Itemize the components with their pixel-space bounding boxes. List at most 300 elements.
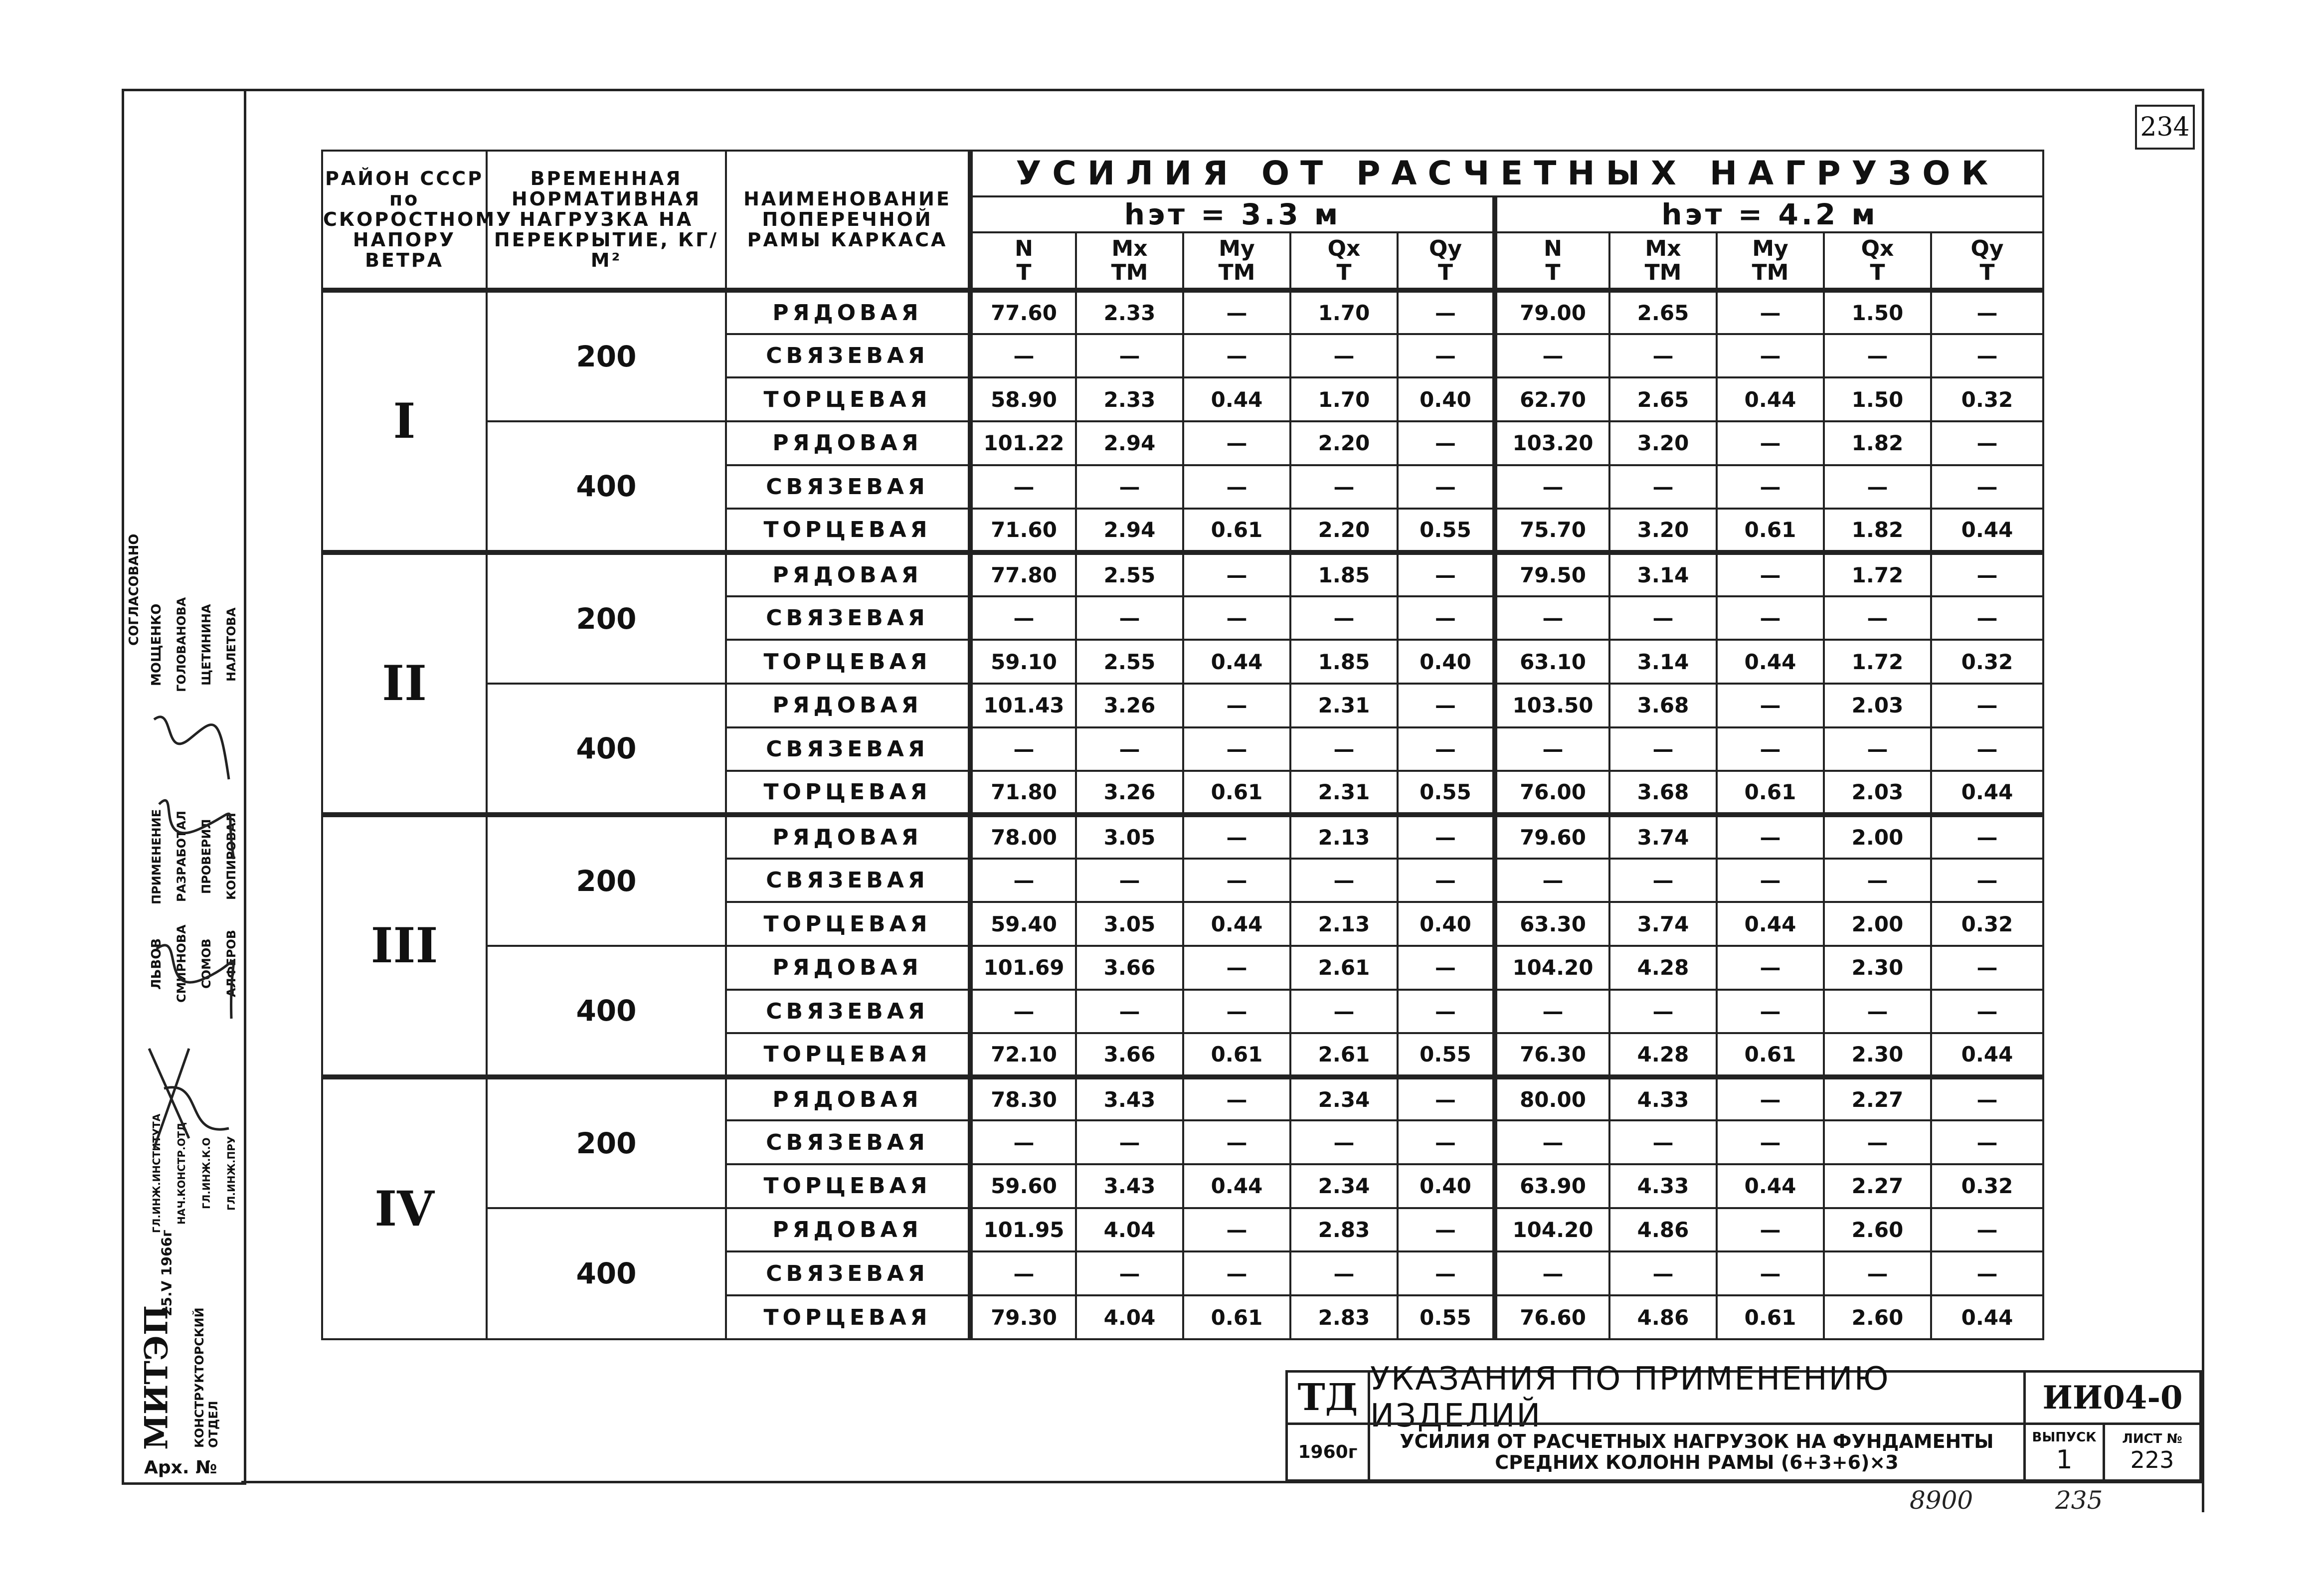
value-cell: — (1183, 815, 1290, 859)
value-cell: — (1609, 596, 1717, 640)
value-cell: — (1609, 990, 1717, 1034)
value-cell: 0.55 (1398, 1295, 1495, 1339)
header-col-unit: Т (1336, 259, 1352, 285)
value-cell: 3.20 (1609, 509, 1717, 552)
value-cell: 0.32 (1931, 902, 2043, 946)
value-cell: 2.31 (1290, 771, 1398, 815)
value-cell: — (1290, 859, 1398, 902)
value-cell: 3.05 (1076, 902, 1183, 946)
header-col-symbol: Qy (1428, 235, 1462, 261)
value-cell: — (1398, 421, 1495, 465)
value-cell: — (1183, 990, 1290, 1034)
value-cell: — (1931, 290, 2043, 334)
value-cell: 103.50 (1495, 684, 1609, 727)
value-cell: 59.10 (970, 640, 1076, 684)
value-cell: — (1717, 465, 1824, 509)
value-cell: 76.60 (1495, 1295, 1609, 1339)
value-cell: 4.04 (1076, 1208, 1183, 1252)
value-cell: — (1609, 334, 1717, 378)
value-cell: — (1398, 334, 1495, 378)
frame-type-cell: РЯДОВАЯ (726, 552, 970, 596)
value-cell: — (1076, 1251, 1183, 1295)
header-col-6 (1609, 232, 1717, 290)
name-4: АЛФЕРОВ (224, 930, 238, 998)
position-1: ГЛ.ИНЖ.ИНСТИТУТА (151, 1113, 163, 1233)
value-cell: 2.61 (1290, 1033, 1398, 1077)
value-cell: — (1931, 1120, 2043, 1164)
value-cell: 2.60 (1824, 1208, 1931, 1252)
load-cell: 400 (487, 421, 726, 552)
header-col-unit: ТМ (1644, 259, 1682, 285)
load-cell: 200 (487, 552, 726, 684)
value-cell: 0.40 (1398, 1164, 1495, 1208)
value-cell: 0.44 (1183, 1164, 1290, 1208)
value-cell: 2.94 (1076, 509, 1183, 552)
approval-side-block (122, 89, 246, 1485)
load-cell: 200 (487, 290, 726, 421)
frame-type-cell: ТОРЦЕВАЯ (726, 902, 970, 946)
value-cell: 0.40 (1398, 377, 1495, 421)
value-cell: 0.61 (1717, 509, 1824, 552)
table-row (322, 684, 2043, 727)
role-2: РАЗРАБОТАЛ (175, 811, 188, 902)
position-4: ГЛ.ИНЖ.ПРУ (225, 1136, 237, 1211)
value-cell: — (1076, 465, 1183, 509)
header-col-symbol: My (1219, 235, 1255, 261)
value-cell: 80.00 (1495, 1077, 1609, 1121)
value-cell: 2.60 (1824, 1295, 1931, 1339)
value-cell: 0.61 (1183, 771, 1290, 815)
frame-type-cell: СВЯЗЕВАЯ (726, 596, 970, 640)
value-cell: — (1290, 990, 1398, 1034)
frame-type-cell: СВЯЗЕВАЯ (726, 1120, 970, 1164)
value-cell: — (1717, 552, 1824, 596)
value-cell: — (1931, 946, 2043, 990)
value-cell: 79.00 (1495, 290, 1609, 334)
value-cell: — (1398, 552, 1495, 596)
position-3: ГЛ.ИНЖ.К.О (200, 1137, 212, 1209)
header-col-symbol: Qx (1327, 235, 1361, 261)
header-col-2 (1183, 232, 1290, 290)
name-3: СОМОВ (199, 938, 213, 989)
value-cell: 0.61 (1717, 771, 1824, 815)
value-cell: 0.44 (1717, 1164, 1824, 1208)
value-cell: — (1717, 815, 1824, 859)
frame-type-cell: СВЯЗЕВАЯ (726, 990, 970, 1034)
value-cell: 101.43 (970, 684, 1076, 727)
value-cell: — (1076, 859, 1183, 902)
value-cell: 0.44 (1931, 771, 2043, 815)
header-col-unit: Т (1545, 259, 1561, 285)
value-cell: — (1931, 684, 2043, 727)
value-cell: 0.55 (1398, 1033, 1495, 1077)
value-cell: — (1824, 334, 1931, 378)
frame-type-cell: ТОРЦЕВАЯ (726, 509, 970, 552)
value-cell: — (1609, 859, 1717, 902)
value-cell: — (1076, 596, 1183, 640)
value-cell: — (1931, 552, 2043, 596)
region-cell: I (322, 290, 487, 552)
region-cell: IV (322, 1077, 487, 1339)
value-cell: — (1495, 596, 1609, 640)
value-cell: 0.40 (1398, 902, 1495, 946)
value-cell: — (1183, 421, 1290, 465)
value-cell: 75.70 (1495, 509, 1609, 552)
value-cell: 3.66 (1076, 946, 1183, 990)
value-cell: 0.44 (1717, 902, 1824, 946)
value-cell: — (1931, 859, 2043, 902)
table-row (322, 946, 2043, 990)
value-cell: — (1609, 1120, 1717, 1164)
sheet-number: 223 (2130, 1446, 2174, 1473)
header-col-unit: ТМ (1111, 259, 1148, 285)
value-cell: — (1931, 727, 2043, 771)
value-cell: 0.44 (1717, 640, 1824, 684)
value-cell: — (1717, 334, 1824, 378)
load-cell: 400 (487, 1208, 726, 1339)
value-cell: — (1290, 334, 1398, 378)
load-cell: 200 (487, 1077, 726, 1208)
value-cell: 0.44 (1717, 377, 1824, 421)
frame-type-cell: СВЯЗЕВАЯ (726, 465, 970, 509)
value-cell: 2.13 (1290, 902, 1398, 946)
value-cell: 3.26 (1076, 771, 1183, 815)
agreed-header: СОГЛАСОВАНО (127, 533, 142, 646)
role-1: ПРИМЕНЕНИЕ (150, 809, 164, 904)
value-cell: — (1183, 334, 1290, 378)
header-col-symbol: Qx (1861, 235, 1894, 261)
value-cell: — (1931, 421, 2043, 465)
value-cell: — (1717, 684, 1824, 727)
header-col-3 (1290, 232, 1398, 290)
header-col-unit: Т (1979, 259, 1995, 285)
value-cell: 71.60 (970, 509, 1076, 552)
value-cell: 2.20 (1290, 509, 1398, 552)
value-cell: — (1717, 421, 1824, 465)
value-cell: 104.20 (1495, 1208, 1609, 1252)
value-cell: 3.74 (1609, 815, 1717, 859)
value-cell: 76.30 (1495, 1033, 1609, 1077)
value-cell: 0.44 (1931, 1033, 2043, 1077)
frame-type-cell: ТОРЦЕВАЯ (726, 377, 970, 421)
value-cell: 3.14 (1609, 640, 1717, 684)
archive-label: Арх. № (144, 1457, 217, 1478)
value-cell: 101.95 (970, 1208, 1076, 1252)
value-cell: 63.90 (1495, 1164, 1609, 1208)
value-cell: 1.85 (1290, 552, 1398, 596)
header-h1: hэт = 3.3 м (970, 196, 1495, 232)
value-cell: 0.32 (1931, 1164, 2043, 1208)
header-col-5 (1495, 232, 1609, 290)
value-cell: 3.68 (1609, 684, 1717, 727)
value-cell: 2.83 (1290, 1295, 1398, 1339)
value-cell: 3.66 (1076, 1033, 1183, 1077)
forces-table (321, 150, 2044, 1340)
header-col-symbol: N (1544, 235, 1562, 261)
value-cell: — (1717, 946, 1824, 990)
value-cell: 2.13 (1290, 815, 1398, 859)
value-cell: — (1398, 815, 1495, 859)
value-cell: — (970, 1120, 1076, 1164)
stamp-issue (2023, 1422, 2105, 1482)
load-cell: 200 (487, 815, 726, 946)
value-cell: 0.32 (1931, 640, 2043, 684)
value-cell: 1.70 (1290, 290, 1398, 334)
value-cell: — (1717, 727, 1824, 771)
value-cell: 3.20 (1609, 421, 1717, 465)
value-cell: — (1290, 727, 1398, 771)
value-cell: 4.86 (1609, 1208, 1717, 1252)
value-cell: 2.55 (1076, 552, 1183, 596)
value-cell: — (1931, 815, 2043, 859)
value-cell: — (970, 334, 1076, 378)
value-cell: — (1183, 684, 1290, 727)
value-cell: — (1931, 990, 2043, 1034)
bottom-note-right: 235 (2055, 1486, 2103, 1515)
value-cell: 62.70 (1495, 377, 1609, 421)
value-cell: 2.20 (1290, 421, 1398, 465)
value-cell: 0.61 (1183, 1295, 1290, 1339)
header-col-unit: Т (1437, 259, 1453, 285)
stamp-logo: ТД (1285, 1370, 1370, 1425)
value-cell: 3.74 (1609, 902, 1717, 946)
value-cell: 2.03 (1824, 684, 1931, 727)
value-cell: 0.44 (1183, 640, 1290, 684)
region-cell: III (322, 815, 487, 1077)
signatures (144, 700, 244, 1198)
value-cell: — (1495, 859, 1609, 902)
frame-type-cell: РЯДОВАЯ (726, 290, 970, 334)
header-col-symbol: Qy (1970, 235, 2004, 261)
value-cell: 0.44 (1931, 509, 2043, 552)
frame-type-cell: ТОРЦЕВАЯ (726, 1295, 970, 1339)
value-cell: 59.40 (970, 902, 1076, 946)
header-load: ВРЕМЕННАЯ НОРМАТИВНАЯ НАГРУЗКА НА ПЕРЕКРЫТИЕ, КГ/М² (487, 151, 726, 290)
value-cell: — (1183, 1077, 1290, 1121)
value-cell: — (1931, 1077, 2043, 1121)
value-cell: — (1824, 727, 1931, 771)
value-cell: — (1290, 1251, 1398, 1295)
value-cell: 3.26 (1076, 684, 1183, 727)
value-cell: 3.68 (1609, 771, 1717, 815)
table-row (322, 421, 2043, 465)
table-row (322, 552, 2043, 596)
value-cell: — (970, 990, 1076, 1034)
approval-date: 25.V 1966г (158, 1230, 175, 1316)
value-cell: — (1495, 990, 1609, 1034)
value-cell: 2.27 (1824, 1164, 1931, 1208)
frame-type-cell: РЯДОВАЯ (726, 946, 970, 990)
header-col-unit: ТМ (1752, 259, 1789, 285)
value-cell: — (1398, 596, 1495, 640)
value-cell: — (1183, 1251, 1290, 1295)
name-2: СМИРНОВА (175, 924, 188, 1003)
header-col-symbol: Mx (1645, 235, 1681, 261)
value-cell: — (1398, 727, 1495, 771)
value-cell: — (1398, 859, 1495, 902)
value-cell: 1.82 (1824, 509, 1931, 552)
table-row (322, 290, 2043, 334)
name-1: ЛЬВОВ (149, 938, 164, 990)
value-cell: 103.20 (1495, 421, 1609, 465)
value-cell: 77.60 (970, 290, 1076, 334)
value-cell: — (1076, 1120, 1183, 1164)
value-cell: — (1495, 1251, 1609, 1295)
table-row (322, 815, 2043, 859)
value-cell: — (1398, 290, 1495, 334)
value-cell: 2.33 (1076, 290, 1183, 334)
value-cell: — (970, 596, 1076, 640)
value-cell: 2.61 (1290, 946, 1398, 990)
table-row (322, 1077, 2043, 1121)
value-cell: — (1717, 1208, 1824, 1252)
value-cell: 2.34 (1290, 1164, 1398, 1208)
value-cell: 104.20 (1495, 946, 1609, 990)
value-cell: — (1398, 990, 1495, 1034)
value-cell: 3.43 (1076, 1077, 1183, 1121)
value-cell: 0.55 (1398, 509, 1495, 552)
value-cell: 72.10 (970, 1033, 1076, 1077)
value-cell: — (1495, 465, 1609, 509)
value-cell: — (1931, 465, 2043, 509)
header-frame: НАИМЕНОВАНИЕ ПОПЕРЕЧНОЙ РАМЫ КАРКАСА (726, 151, 970, 290)
value-cell: — (1931, 1251, 2043, 1295)
value-cell: 1.72 (1824, 640, 1931, 684)
value-cell: — (1495, 727, 1609, 771)
value-cell: — (1931, 596, 2043, 640)
header-col-1 (1076, 232, 1183, 290)
value-cell: — (1824, 465, 1931, 509)
value-cell: — (1495, 1120, 1609, 1164)
value-cell: 0.32 (1931, 377, 2043, 421)
value-cell: — (1398, 684, 1495, 727)
value-cell: — (1183, 727, 1290, 771)
load-cell: 400 (487, 684, 726, 815)
header-col-unit: Т (1870, 259, 1885, 285)
value-cell: — (1931, 334, 2043, 378)
header-region: РАЙОН СССР по СКОРОСТНОМУ НАПОРУ ВЕТРА (322, 151, 487, 290)
value-cell: 2.27 (1824, 1077, 1931, 1121)
value-cell: — (1398, 465, 1495, 509)
value-cell: — (1290, 465, 1398, 509)
header-col-7 (1717, 232, 1824, 290)
value-cell: — (1290, 596, 1398, 640)
agreed-name-3: ЩЕТИНИНА (199, 604, 213, 686)
value-cell: 0.44 (1183, 377, 1290, 421)
value-cell: 58.90 (970, 377, 1076, 421)
value-cell: 4.86 (1609, 1295, 1717, 1339)
issue-number: 1 (2056, 1444, 2073, 1475)
value-cell: 4.28 (1609, 1033, 1717, 1077)
value-cell: — (1717, 1120, 1824, 1164)
value-cell: — (1824, 596, 1931, 640)
frame-type-cell: РЯДОВАЯ (726, 684, 970, 727)
value-cell: 79.60 (1495, 815, 1609, 859)
value-cell: 0.40 (1398, 640, 1495, 684)
header-col-symbol: My (1752, 235, 1788, 261)
frame-type-cell: ТОРЦЕВАЯ (726, 771, 970, 815)
value-cell: — (1183, 552, 1290, 596)
value-cell: — (1183, 1208, 1290, 1252)
header-col-symbol: Mx (1111, 235, 1148, 261)
value-cell: — (1824, 1120, 1931, 1164)
value-cell: — (970, 727, 1076, 771)
value-cell: 2.00 (1824, 815, 1931, 859)
page-corner-number: 234 (2135, 105, 2195, 150)
value-cell: 1.85 (1290, 640, 1398, 684)
value-cell: 4.28 (1609, 946, 1717, 990)
header-col-8 (1824, 232, 1931, 290)
bottom-note-left: 8900 (1910, 1486, 1973, 1515)
value-cell: — (1398, 1251, 1495, 1295)
role-3: ПРОВЕРИЛ (199, 819, 213, 894)
value-cell: — (1398, 1120, 1495, 1164)
agreed-name-4: НАЛЕТОВА (224, 607, 238, 682)
value-cell: — (1717, 990, 1824, 1034)
value-cell: 101.22 (970, 421, 1076, 465)
frame-type-cell: ТОРЦЕВАЯ (726, 1033, 970, 1077)
value-cell: — (1183, 596, 1290, 640)
value-cell: 101.69 (970, 946, 1076, 990)
frame-type-cell: ТОРЦЕВАЯ (726, 640, 970, 684)
value-cell: — (970, 859, 1076, 902)
header-col-symbol: N (1015, 235, 1033, 261)
sheet-label: ЛИСТ № (2122, 1431, 2182, 1446)
stamp-subtitle: УСИЛИЯ ОТ РАСЧЕТНЫХ НАГРУЗОК НА ФУНДАМЕНТЫ СРЕДНИХ КОЛОНН РАМЫ (6+3+6)×3 (1368, 1422, 2026, 1482)
value-cell: 2.65 (1609, 290, 1717, 334)
header-col-4 (1398, 232, 1495, 290)
position-2: НАЧ.КОНСТР.ОТД (176, 1122, 187, 1225)
value-cell: 0.61 (1183, 1033, 1290, 1077)
value-cell: — (1398, 1208, 1495, 1252)
value-cell: — (1609, 1251, 1717, 1295)
value-cell: 4.33 (1609, 1077, 1717, 1121)
value-cell: — (1717, 1077, 1824, 1121)
value-cell: — (1717, 290, 1824, 334)
value-cell: — (1609, 727, 1717, 771)
agreed-name-2: ГОЛОВАНОВА (175, 597, 188, 693)
header-col-0 (970, 232, 1076, 290)
agreed-name-1: МОЩЕНКО (149, 603, 164, 686)
value-cell: — (970, 465, 1076, 509)
stamp-title: УКАЗАНИЯ ПО ПРИМЕНЕНИЮ ИЗДЕЛИЙ (1368, 1370, 2026, 1425)
value-cell: 2.31 (1290, 684, 1398, 727)
value-cell: — (1398, 946, 1495, 990)
value-cell: — (1183, 1120, 1290, 1164)
value-cell: 3.05 (1076, 815, 1183, 859)
header-col-unit: Т (1016, 259, 1032, 285)
value-cell: 0.61 (1183, 509, 1290, 552)
value-cell: 1.50 (1824, 290, 1931, 334)
value-cell: — (1931, 1208, 2043, 1252)
value-cell: 78.30 (970, 1077, 1076, 1121)
value-cell: — (1824, 859, 1931, 902)
value-cell: 2.30 (1824, 1033, 1931, 1077)
value-cell: — (1076, 990, 1183, 1034)
frame-type-cell: СВЯЗЕВАЯ (726, 859, 970, 902)
value-cell: 1.72 (1824, 552, 1931, 596)
value-cell: 1.82 (1824, 421, 1931, 465)
value-cell: 63.30 (1495, 902, 1609, 946)
frame-type-cell: ТОРЦЕВАЯ (726, 1164, 970, 1208)
frame-type-cell: РЯДОВАЯ (726, 421, 970, 465)
value-cell: 4.33 (1609, 1164, 1717, 1208)
value-cell: 2.34 (1290, 1077, 1398, 1121)
frame-type-cell: СВЯЗЕВАЯ (726, 727, 970, 771)
value-cell: 1.70 (1290, 377, 1398, 421)
value-cell: — (1076, 334, 1183, 378)
frame-type-cell: СВЯЗЕВАЯ (726, 334, 970, 378)
